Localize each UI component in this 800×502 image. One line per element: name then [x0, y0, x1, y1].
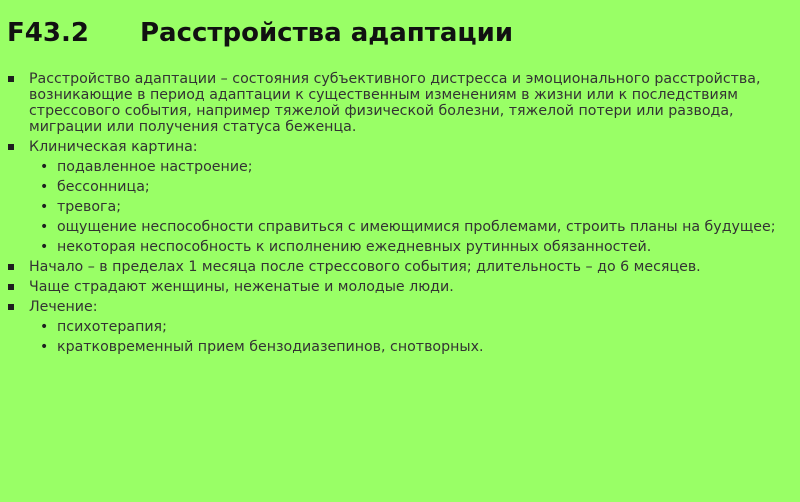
sublist-item — [29, 339, 794, 355]
list-item — [8, 71, 794, 135]
sublist-item — [29, 199, 794, 215]
list-item — [8, 299, 794, 355]
sublist-item — [29, 319, 794, 335]
dot-bullet-icon: • — [40, 199, 49, 215]
sublist — [29, 159, 794, 255]
list-item — [8, 279, 794, 295]
sublist-item-text: ощущение неспособности справиться с имеющимися проблемами, строить планы на будущее; — [57, 219, 776, 235]
list-item-text: Чаще страдают женщины, неженатые и молодые люди. — [29, 279, 454, 295]
dot-bullet-icon: • — [40, 239, 49, 255]
sublist-item-text: кратковременный прием бензодиазепинов, снотворных. — [57, 339, 484, 355]
square-bullet-icon — [8, 76, 14, 82]
dot-bullet-icon: • — [40, 339, 49, 355]
list-item-text: Начало – в пределах 1 месяца после стрессового события; длительность – до 6 месяцев. — [29, 259, 701, 275]
dot-bullet-icon: • — [40, 219, 49, 235]
dot-bullet-icon: • — [40, 319, 49, 335]
sublist-item — [29, 239, 794, 255]
title-code: F43.2 — [7, 18, 89, 48]
page-title — [7, 18, 513, 58]
list-item — [8, 139, 794, 255]
list-item-text: Расстройство адаптации – состояния субъективного дистресса и эмоционального расстройства, возникающие в период адаптации к существенным изменениям в жизни или к последствиям стрессового события, например тяжелой физической болезни, тяжелой потери или развода, миграции или получения статуса беженца. — [29, 71, 761, 135]
sublist-item — [29, 219, 794, 235]
list-item-text: Лечение: — [29, 299, 98, 315]
dot-bullet-icon: • — [40, 159, 49, 175]
list-item — [8, 259, 794, 275]
sublist-item — [29, 159, 794, 175]
square-bullet-icon — [8, 264, 14, 270]
sublist-item-text: психотерапия; — [57, 319, 167, 335]
dot-bullet-icon: • — [40, 179, 49, 195]
square-bullet-icon — [8, 144, 14, 150]
square-bullet-icon — [8, 304, 14, 310]
square-bullet-icon — [8, 284, 14, 290]
sublist-item-text: бессонница; — [57, 179, 150, 195]
sublist-item — [29, 179, 794, 195]
list-item-text: Клиническая картина: — [29, 139, 198, 155]
sublist-item-text: подавленное настроение; — [57, 159, 253, 175]
title-text: Расстройства адаптации — [140, 18, 514, 48]
sublist-item-text: тревога; — [57, 199, 121, 215]
bullet-list — [8, 71, 794, 359]
sublist-item-text: некоторая неспособность к исполнению ежедневных рутинных обязанностей. — [57, 239, 652, 255]
sublist — [29, 319, 794, 355]
